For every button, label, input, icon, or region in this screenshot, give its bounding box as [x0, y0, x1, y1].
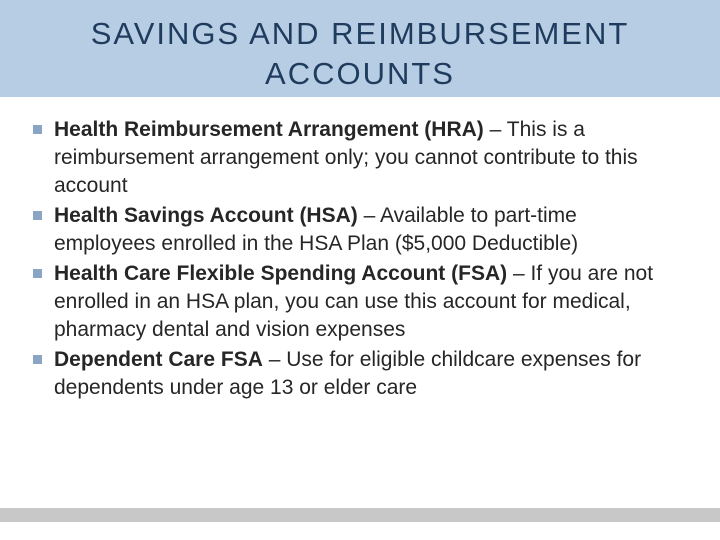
bullet-description: – This is a reimbursement arrangement only; you cannot contribute to this account	[54, 118, 638, 197]
bullet-description: – If you are not enrolled in an HSA plan, you can use this account for medical, pharmacy dental and vision expenses	[54, 262, 654, 341]
bullet-item-health-care-fsa	[30, 260, 680, 344]
square-bullet-icon	[33, 211, 42, 220]
slide-title	[0, 14, 720, 94]
bullet-term: Dependent Care FSA	[54, 348, 263, 371]
footer-bar	[0, 508, 720, 522]
bullet-description: – Available to part-time employees enrolled in the HSA Plan ($5,000 Deductible)	[54, 204, 579, 255]
square-bullet-icon	[33, 355, 42, 364]
bullet-term: Health Care Flexible Spending Account (FSA)	[54, 262, 508, 285]
bullet-item-hra	[30, 116, 680, 200]
square-bullet-icon	[33, 125, 42, 134]
bullet-item-dependent-care-fsa	[30, 346, 680, 402]
bullet-term: Health Reimbursement Arrangement (HRA)	[54, 118, 484, 141]
slide-content	[30, 116, 680, 404]
slide-title-line-2: ACCOUNTS	[265, 56, 455, 91]
square-bullet-icon	[33, 269, 42, 278]
bullet-term: Health Savings Account (HSA)	[54, 204, 358, 227]
bullet-list	[30, 116, 680, 402]
slide-title-line-1: SAVINGS AND REIMBURSEMENT	[90, 16, 630, 51]
bullet-item-hsa	[30, 202, 680, 258]
bullet-description: – Use for eligible childcare expenses for dependents under age 13 or elder care	[54, 348, 642, 399]
